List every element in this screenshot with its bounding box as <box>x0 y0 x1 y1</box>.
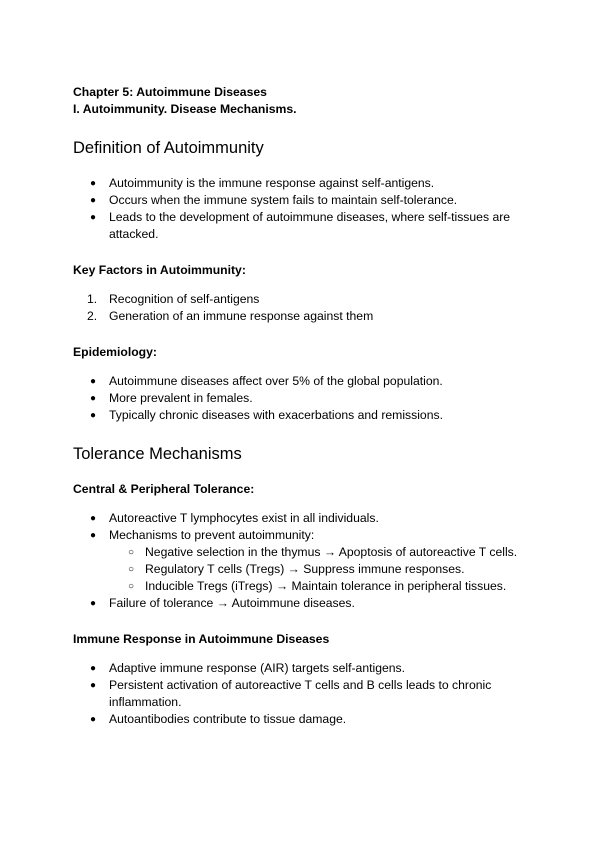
bullet-icon: ● <box>90 714 97 725</box>
section-heading-key-factors: Key Factors in Autoimmunity: <box>73 263 246 277</box>
list-number: 1. <box>87 292 98 306</box>
bullet-icon: ● <box>90 598 97 609</box>
immune-response-list <box>73 660 533 728</box>
section-heading-definition: Definition of Autoimmunity <box>73 139 264 157</box>
sub-list-item: ○ Negative selection in the thymus → Apoptosis of autoreactive T cells. <box>128 545 518 559</box>
bullet-icon: ● <box>90 212 97 223</box>
list-item: ● Occurs when the immune system fails to maintain self-tolerance. <box>90 193 458 207</box>
epidemiology-list <box>73 373 533 424</box>
key-factors-list <box>73 291 533 325</box>
bullet-icon: ● <box>90 530 97 541</box>
sub-list-item: ○ Inducible Tregs (iTregs) → Maintain tolerance in peripheral tissues. <box>128 579 507 593</box>
bullet-icon: ● <box>90 410 97 421</box>
tolerance-list <box>73 510 533 612</box>
list-item: ● Autoimmunity is the immune response against self-antigens. <box>90 176 435 190</box>
bullet-icon: ● <box>90 663 97 674</box>
list-item: ● Autoimmune diseases affect over 5% of the global population. <box>90 374 443 388</box>
chapter-subtitle: I. Autoimmunity. Disease Mechanisms. <box>73 102 297 116</box>
list-item: ● Autoantibodies contribute to tissue damage. <box>90 712 347 726</box>
bullet-icon: ● <box>90 680 97 691</box>
hollow-bullet-icon: ○ <box>128 581 135 592</box>
document-page <box>73 84 533 728</box>
list-item: 1. Recognition of self-antigens <box>87 292 260 306</box>
sub-list-item: ○ Regulatory T cells (Tregs) → Suppress immune responses. <box>128 562 465 576</box>
bullet-icon: ● <box>90 376 97 387</box>
section-heading-epidemiology: Epidemiology: <box>73 345 157 359</box>
bullet-icon: ● <box>90 393 97 404</box>
list-item: ● More prevalent in females. <box>90 391 253 405</box>
list-item: ● Persistent activation of autoreactive T cells and B cells leads to chronic inflammation. <box>90 678 492 709</box>
list-item: ● Adaptive immune response (AIR) targets self-antigens. <box>90 661 406 675</box>
bullet-icon: ● <box>90 178 97 189</box>
list-item: ● Leads to the development of autoimmune diseases, where self-tissues are attacked. <box>90 210 511 241</box>
definition-list <box>73 175 533 243</box>
section-heading-immune-response: Immune Response in Autoimmune Diseases <box>73 632 330 646</box>
list-item: ● Mechanisms to prevent autoimmunity: ○ Negative selection in the thymus → Apoptosis of autoreactive T cells. ○ Regulatory T cells (Tregs) → Suppress immune responses. ○ Inducible Tregs (iTregs) → Maintain tolerance in peripheral tissues. <box>73 527 533 595</box>
hollow-bullet-icon: ○ <box>128 564 135 575</box>
tolerance-sublist <box>73 544 533 595</box>
list-item: ● Autoreactive T lymphocytes exist in all individuals. <box>90 511 379 525</box>
list-number: 2. <box>87 309 98 323</box>
list-item: ● Failure of tolerance → Autoimmune diseases. <box>90 596 355 610</box>
subsection-heading-tolerance: Central & Peripheral Tolerance: <box>73 482 255 496</box>
chapter-title: Chapter 5: Autoimmune Diseases <box>73 85 267 99</box>
list-item: 2. Generation of an immune response against them <box>87 309 374 323</box>
list-item: ● Typically chronic diseases with exacerbations and remissions. <box>90 408 443 422</box>
hollow-bullet-icon: ○ <box>128 547 135 558</box>
bullet-icon: ● <box>90 513 97 524</box>
bullet-icon: ● <box>90 195 97 206</box>
section-heading-tolerance: Tolerance Mechanisms <box>73 445 242 463</box>
